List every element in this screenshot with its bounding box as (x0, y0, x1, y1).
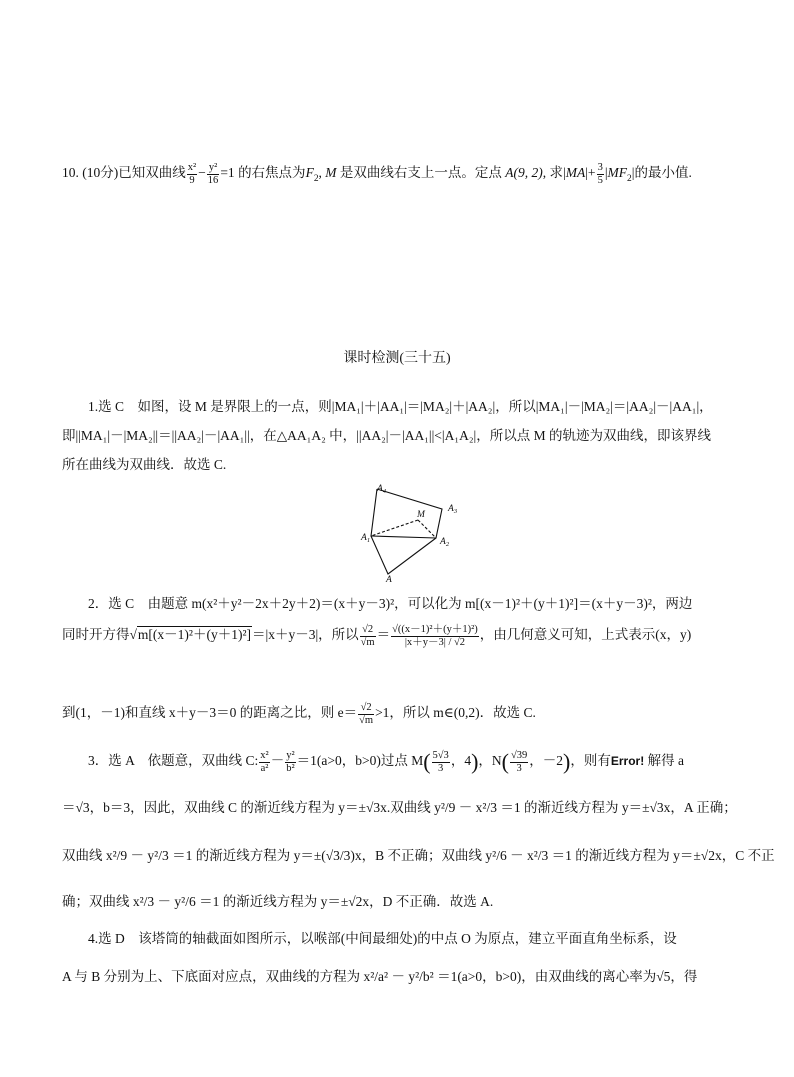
fraction-y2-16: $\frac{\text{y²}}{16}$ (207, 162, 219, 186)
problem-10: 10. (10分)已知双曲线 $\frac{\text{x²}}{9}$ − $\frac{\text{y²}}{16}$ =1 的右焦点为$F_2$, M 是双曲线右支上一点。定点 A(9, 2), 求|MA|+ $\frac{3}{5}$ $|MF_2|$的最小值. (62, 162, 692, 186)
figure-outline (371, 489, 442, 574)
figure-segment-a1-a2 (371, 536, 436, 538)
answer-4-line-2: A 与 B 分别为上、下底面对应点，双曲线的方程为 x²/a² － y²/b² ＝1(a>0，b>0)，由双曲线的离心率为√5，得 (62, 969, 698, 984)
label-a1: $A_1$ (361, 533, 371, 544)
label-a2: $A_2$ (440, 537, 450, 548)
answer-3-line-2: ＝√3，b＝3，因此，双曲线 C 的渐近线方程为 y＝±√3x.双曲线 y²/9 － x²/3 ＝1 的渐近线方程为 y＝±√3x，A 正确； (62, 800, 737, 815)
fraction-root39-3: $\frac{√39}{3}$ (510, 750, 528, 774)
label-a3: $A_3$ (448, 504, 458, 515)
fraction-e: $\frac{√2}{√m}$ (359, 702, 374, 726)
answer-2-line-2: 同时开方得√m[(x－1)²＋(y＋1)²]＝|x＋y－3|，所以 $\frac{√2}{√m}$ ＝ $\frac{\text{√((x－1)²＋(y＋1)²)}}{|x+y-3| / √2}$ ，由几何意义可知，上式表示(x，y) (62, 624, 692, 648)
fraction-x2-9: $\frac{\text{x²}}{9}$ (187, 162, 197, 186)
fraction-5root3-3: $\frac{5√3}{3}$ (432, 750, 449, 774)
answer-2-line-1: 2．选 C 由题意 m(x²＋y²－2x＋2y＋2)＝(x＋y－3)²，可以化为 m[(x－1)²＋(y＋1)²]＝(x＋y－3)²，两边 (88, 596, 693, 611)
answer-1-line-3: 所在曲线为双曲线．故选 C. (62, 457, 227, 472)
answer-3-line-4: 确；双曲线 x²/3 － y²/6 ＝1 的渐近线方程为 y＝±√2x，D 不正确．故选 A. (62, 894, 494, 909)
fraction-root2-rootm: $\frac{√2}{√m}$ (360, 624, 375, 648)
answer-2-line-3: 到(1，－1)和直线 x＋y－3＝0 的距离之比，则 e＝ $\frac{√2}{√m}$ >1，所以 m∈(0,2)．故选 C. (62, 702, 536, 726)
error-text: Error! (610, 754, 645, 769)
section-title: 课时检测(三十五) (343, 351, 451, 366)
fraction-x2-a2: $\frac{\text{x²}}{\text{a²}}$ (260, 750, 269, 774)
answer-1-line-1: 1.选 C 如图，设 M 是界限上的一点，则|MA₁|＋|AA₁|＝|MA₂|＋|AA₂|，所以|MA₁|－|MA₂|＝|AA₂|－|AA₁|， (88, 399, 713, 414)
fraction-y2-b2: $\frac{\text{y²}}{\text{b²}}$ (286, 750, 295, 774)
quadrilateral-figure (356, 478, 466, 584)
label-a: A (386, 575, 392, 584)
fraction-3-5: $\frac{3}{5}$ (597, 162, 603, 186)
answer-4-line-1: 4.选 D 该塔筒的轴截面如图所示，以喉部(中间最细处)的中点 O 为原点，建立平面直角坐标系，设 (88, 931, 677, 946)
fraction-distance-ratio: $\frac{\text{√((x－1)²＋(y＋1)²)}}{|x+y-3| / √2}$ (392, 624, 478, 648)
figure-segment-m-a2 (418, 520, 436, 538)
label-m: M (417, 510, 425, 520)
answer-1-line-2: 即||MA₁|－|MA₂||＝||AA₂|－|AA₁||，在△AA₁A₂ 中，||AA₂|－|AA₁||<|A₁A₂|，所以点 M 的轨迹为双曲线，即该界线 (62, 428, 711, 443)
answer-3-line-1: 3．选 A 依题意，双曲线 C: $\frac{\text{x²}}{\text{a²}}$ － $\frac{\text{y²}}{\text{b²}}$ ＝1(a>0，b>0)过点 M( $\frac{5√3}{3}$ ，4)，N( $\frac{√39}{3}$ ，－2)，则有Error! 解得 a (88, 749, 684, 775)
figure-segment-m-a1 (371, 520, 418, 536)
answer-3-line-3: 双曲线 x²/9 － y²/3 ＝1 的渐近线方程为 y＝±(√3/3)x，B 不正确；双曲线 y²/6 － x²/3 ＝1 的渐近线方程为 y＝±√2x，C 不正 (62, 848, 775, 863)
label-a4: $A_4$ (377, 484, 387, 495)
